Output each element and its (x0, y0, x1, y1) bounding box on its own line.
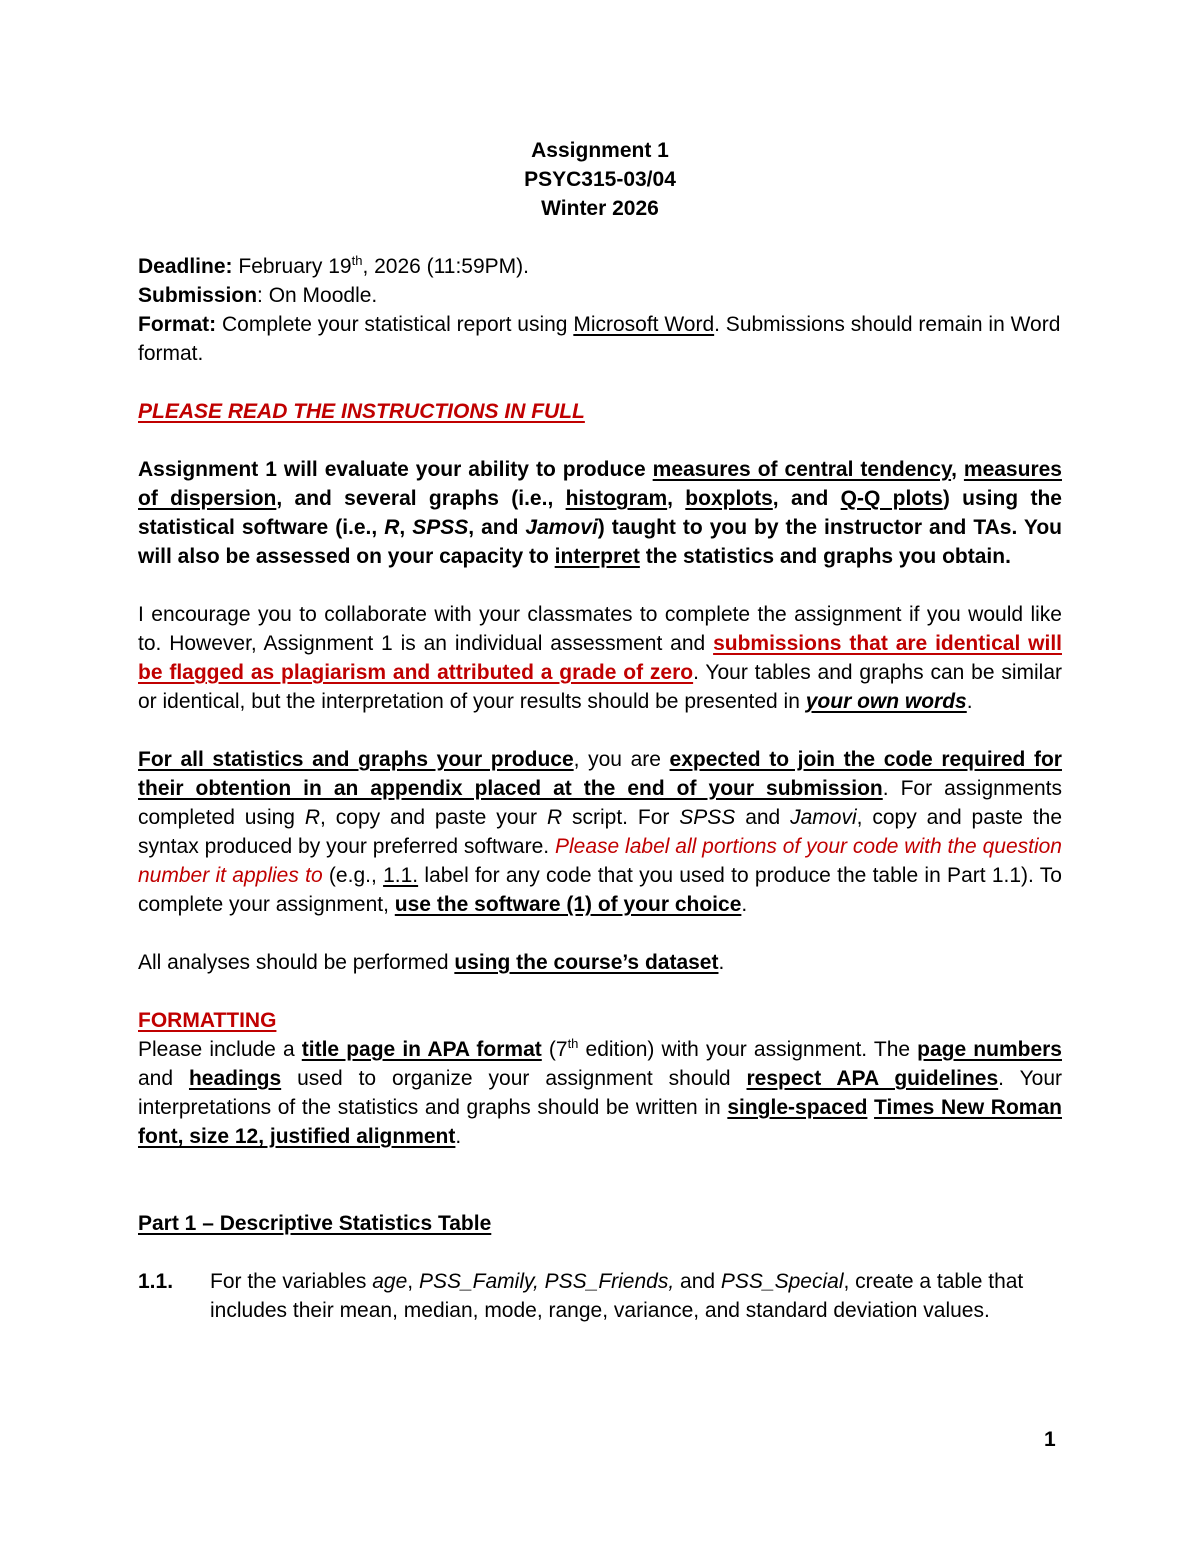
submission-label: Submission (138, 284, 258, 307)
assignment-title: Assignment 1 (531, 139, 669, 162)
details-block (138, 252, 1062, 368)
question-number: 1.1. (138, 1270, 174, 1293)
page-number: 1 (1044, 1428, 1056, 1451)
title-block (138, 136, 1062, 223)
format-label: Format: (138, 313, 217, 336)
question-1-1 (138, 1267, 1062, 1325)
submission-line: Submission: On Moodle. (138, 284, 378, 307)
formatting-heading: FORMATTING (138, 1009, 277, 1032)
dataset-paragraph: All analyses should be performed using the course’s dataset. (138, 951, 725, 974)
microsoft-word-link: Microsoft Word (573, 313, 715, 336)
deadline-label: Deadline: (138, 255, 233, 278)
label-code-instruction: Please label all portions of your code with the question number it applies to (138, 835, 1062, 887)
assignment-overview-paragraph: Assignment 1 will evaluate your ability to produce measures of central tendency, measures of dispersion, and several graphs (i.e., histogram, boxplots, and Q-Q plots) using the statistical software (i.e., R, SPSS, and Jamovi) taught to you by the instructor and TAs. You will also be assessed on your capacity to interpret the statistics and graphs you obtain. (138, 458, 1062, 568)
code-appendix-paragraph: For all statistics and graphs your produce, you are expected to join the code required for their obtention in an appendix placed at the end of your submission. For assignments completed using R, copy and paste your R script. For SPSS and Jamovi, copy and paste the syntax produced by your preferred software. Please label all portions of your code with the question number it applies to (e.g., 1.1. label for any code that you used to produce the table in Part 1.1). To complete your assignment, use the software (1) of your choice. (138, 748, 1062, 916)
term: Winter 2026 (541, 197, 659, 220)
part1-heading: Part 1 – Descriptive Statistics Table (138, 1212, 492, 1235)
formatting-paragraph: Please include a title page in APA format (7th edition) with your assignment. The page numbers and headings used to organize your assignment should respect APA guidelines. Your interpretations of the statistics and graphs should be written in single-spaced Times New Roman font, size 12, justified alignment. (138, 1036, 1062, 1148)
course-code: PSYC315-03/04 (524, 168, 676, 191)
document-body (138, 136, 1062, 1325)
format-line: Format: Complete your statistical report using Microsoft Word. Submissions should remain in Word format. (138, 313, 1061, 365)
collaboration-paragraph: I encourage you to collaborate with your classmates to complete the assignment if you would like to. However, Assignment 1 is an individual assessment and submissions that are identical will be flagged as plagiarism and attributed a grade of zero. Your tables and graphs can be similar or identical, but the interpretation of your results should be presented in your own words. (138, 603, 1062, 713)
read-instructions-warning: PLEASE READ THE INSTRUCTIONS IN FULL (138, 400, 585, 423)
deadline-line: Deadline: February 19th, 2026 (11:59PM). (138, 253, 529, 278)
plagiarism-warning: submissions that are identical will be flagged as plagiarism and attributed a grade of zero (138, 632, 1062, 684)
question-text: For the variables age, PSS_Family, PSS_Friends, and PSS_Special, create a table that includes their mean, median, mode, range, variance, and standard deviation values. (210, 1270, 1024, 1322)
